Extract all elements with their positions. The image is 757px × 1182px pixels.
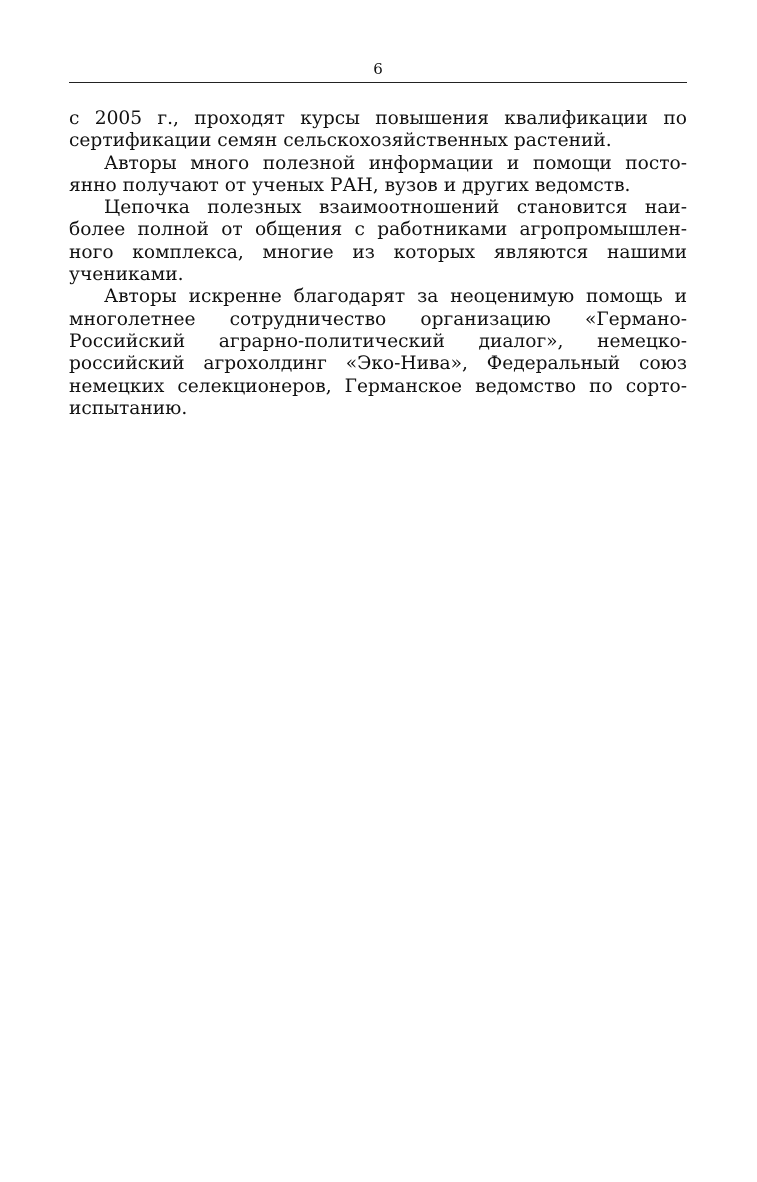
text-line: испытанию.	[69, 397, 188, 419]
paragraph-authors-information	[69, 153, 687, 198]
text-line: многолетнее сотрудничество организацию «Германо-	[69, 308, 687, 330]
document-page	[69, 58, 687, 420]
text-line: ного комплекса, многие из которых являются нашими	[69, 241, 687, 263]
text-line: российский агрохолдинг «Эко-Нива», Федеральный союз	[69, 353, 687, 375]
text-line: немецких селекционеров, Германское ведомство по сорто-	[69, 375, 687, 397]
paragraph-acknowledgements	[69, 286, 687, 420]
text-line: учениками.	[69, 264, 184, 286]
text-line: Российский аграрно-политический диалог», немецко-	[69, 330, 687, 352]
page-header	[69, 58, 687, 83]
text-line: с 2005 г., проходят курсы повышения квалификации по	[69, 108, 687, 129]
text-line: янно получают от ученых РАН, вузов и других ведомств.	[69, 174, 631, 196]
text-line: Авторы искренне благодарят за неоценимую помощь и	[104, 286, 687, 308]
text-line: Цепочка полезных взаимоотношений становится наи-	[104, 197, 687, 219]
text-line: сертификации семян сельскохозяйственных растений.	[69, 130, 612, 152]
paragraph-continuation	[69, 108, 687, 153]
text-line: более полной от общения с работниками агропромышлен-	[69, 219, 687, 241]
body-text	[69, 108, 687, 420]
text-line: Авторы много полезной информации и помощи посто-	[104, 152, 687, 174]
page-number: 6	[373, 60, 383, 78]
paragraph-relationships	[69, 197, 687, 286]
